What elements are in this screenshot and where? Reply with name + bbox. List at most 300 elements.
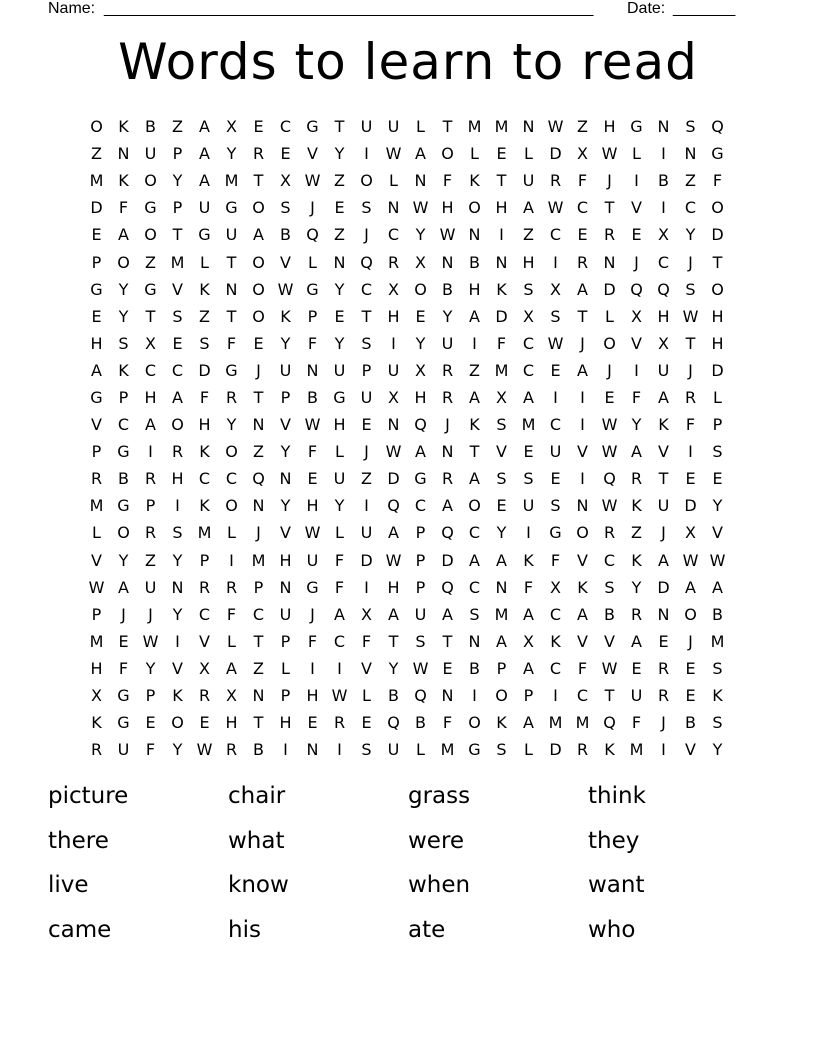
grid-letter: G xyxy=(117,686,130,706)
grid-letter: T xyxy=(604,686,615,706)
grid-letter: W xyxy=(331,686,348,706)
grid-letter: F xyxy=(361,631,372,651)
grid-letter: L xyxy=(308,252,317,272)
grid-letter: H xyxy=(414,387,427,407)
grid-letter: I xyxy=(499,225,504,245)
grid-letter: C xyxy=(549,604,562,624)
grid-letter: G xyxy=(630,117,643,137)
grid-letter: P xyxy=(280,631,291,651)
grid-letter: R xyxy=(225,577,238,597)
word-list-item: who xyxy=(588,916,636,943)
grid-letter: W xyxy=(304,523,321,543)
grid-letter: R xyxy=(684,387,697,407)
grid-letter: Z xyxy=(685,171,696,191)
grid-letter: S xyxy=(361,333,372,353)
grid-letter: W xyxy=(682,550,699,570)
grid-letter: R xyxy=(333,713,346,733)
grid-letter: S xyxy=(361,740,372,760)
grid-letter: B xyxy=(685,713,696,733)
grid-letter: V xyxy=(604,631,615,651)
grid-letter: P xyxy=(307,306,318,326)
grid-letter: K xyxy=(496,279,507,299)
grid-letter: H xyxy=(711,333,724,353)
grid-letter: T xyxy=(334,117,345,137)
grid-letter: C xyxy=(576,198,589,218)
grid-letter: E xyxy=(550,360,561,380)
grid-letter: J xyxy=(688,252,693,272)
grid-letter: G xyxy=(90,279,103,299)
grid-letter: N xyxy=(333,252,346,272)
grid-letter: G xyxy=(225,360,238,380)
grid-letter: W xyxy=(601,658,618,678)
grid-letter: G xyxy=(306,117,319,137)
grid-letter: V xyxy=(577,442,588,462)
grid-letter: F xyxy=(523,577,534,597)
grid-letter: W xyxy=(196,740,213,760)
grid-letter: V xyxy=(685,740,696,760)
grid-letter: K xyxy=(199,279,210,299)
grid-letter: J xyxy=(364,442,369,462)
grid-letter: T xyxy=(658,469,669,489)
grid-letter: O xyxy=(684,604,697,624)
grid-letter: K xyxy=(577,577,588,597)
grid-letter: E xyxy=(550,469,561,489)
grid-letter: O xyxy=(441,144,454,164)
grid-letter: I xyxy=(364,496,369,516)
word-list-item: live xyxy=(48,872,89,898)
grid-letter: R xyxy=(603,225,616,245)
grid-letter: S xyxy=(496,469,507,489)
word-list-item: picture xyxy=(48,783,129,809)
grid-letter: G xyxy=(90,387,103,407)
grid-letter: J xyxy=(607,360,612,380)
grid-letter: K xyxy=(496,713,507,733)
grid-letter: D xyxy=(549,144,562,164)
grid-letter: X xyxy=(496,387,507,407)
grid-letter: A xyxy=(712,577,723,597)
grid-letter: M xyxy=(170,252,185,272)
grid-letter: O xyxy=(576,523,589,543)
grid-letter: R xyxy=(657,686,670,706)
grid-letter: O xyxy=(171,713,184,733)
grid-letter: E xyxy=(145,713,156,733)
grid-letter: C xyxy=(684,198,697,218)
grid-letter: C xyxy=(333,631,346,651)
grid-letter: K xyxy=(523,550,534,570)
grid-letter: V xyxy=(91,415,102,435)
grid-letter: I xyxy=(553,252,558,272)
grid-letter: W xyxy=(601,442,618,462)
grid-letter: S xyxy=(712,658,723,678)
grid-letter: H xyxy=(279,550,292,570)
grid-letter: M xyxy=(494,117,509,137)
grid-letter: O xyxy=(468,713,481,733)
grid-letter: L xyxy=(632,144,641,164)
grid-letter: A xyxy=(442,496,453,516)
grid-letter: Y xyxy=(280,333,291,353)
grid-letter: F xyxy=(577,171,588,191)
grid-letter: I xyxy=(283,740,288,760)
grid-letter: G xyxy=(711,144,724,164)
grid-letter: Z xyxy=(91,144,102,164)
grid-letter: E xyxy=(442,658,453,678)
grid-letter: Y xyxy=(172,604,183,624)
grid-letter: V xyxy=(361,658,372,678)
grid-letter: I xyxy=(175,631,180,651)
grid-letter: K xyxy=(118,171,129,191)
word-list-item: there xyxy=(48,827,109,854)
grid-letter: H xyxy=(387,306,400,326)
grid-letter: S xyxy=(523,469,534,489)
grid-letter: P xyxy=(496,658,507,678)
grid-letter: F xyxy=(550,550,561,570)
grid-letter: X xyxy=(631,306,642,326)
grid-letter: K xyxy=(199,496,210,516)
grid-letter: F xyxy=(307,333,318,353)
grid-letter: R xyxy=(90,469,103,489)
grid-letter: I xyxy=(661,740,666,760)
grid-letter: U xyxy=(657,360,670,380)
grid-letter: V xyxy=(280,523,291,543)
grid-letter: A xyxy=(496,631,507,651)
grid-letter: R xyxy=(225,740,238,760)
grid-letter: U xyxy=(360,117,373,137)
grid-letter: L xyxy=(524,740,533,760)
grid-letter: X xyxy=(577,144,588,164)
grid-letter: D xyxy=(657,577,670,597)
word-list-item: grass xyxy=(408,783,471,809)
grid-letter: I xyxy=(634,360,639,380)
grid-letter: X xyxy=(658,225,669,245)
name-line: _______________________________________________________ xyxy=(104,0,594,17)
grid-letter: B xyxy=(658,171,669,191)
letter-grid xyxy=(83,113,731,763)
grid-letter: U xyxy=(225,225,238,245)
grid-letter: Q xyxy=(711,117,724,137)
grid-letter: X xyxy=(388,279,399,299)
grid-letter: A xyxy=(145,415,156,435)
grid-letter: Y xyxy=(226,144,237,164)
grid-letter: H xyxy=(144,387,157,407)
grid-letter: T xyxy=(604,198,615,218)
grid-letter: U xyxy=(441,333,454,353)
word-list-item: when xyxy=(408,872,471,898)
grid-letter: Q xyxy=(630,279,643,299)
grid-letter: O xyxy=(117,252,130,272)
grid-letter: U xyxy=(117,740,130,760)
grid-letter: A xyxy=(415,442,426,462)
grid-letter: Y xyxy=(685,225,696,245)
grid-letter: O xyxy=(225,496,238,516)
grid-letter: Y xyxy=(172,171,183,191)
grid-letter: E xyxy=(91,225,102,245)
grid-letter: O xyxy=(90,117,103,137)
grid-letter: A xyxy=(496,550,507,570)
grid-letter: J xyxy=(661,713,666,733)
grid-letter: F xyxy=(334,577,345,597)
grid-letter: V xyxy=(199,631,210,651)
grid-letter: R xyxy=(549,171,562,191)
grid-letter: Y xyxy=(118,306,129,326)
grid-letter: M xyxy=(89,631,104,651)
grid-letter: Y xyxy=(631,415,642,435)
grid-letter: O xyxy=(252,306,265,326)
grid-letter: Y xyxy=(118,279,129,299)
grid-letter: A xyxy=(199,144,210,164)
grid-letter: R xyxy=(576,252,589,272)
grid-letter: F xyxy=(307,442,318,462)
grid-letter: A xyxy=(199,117,210,137)
grid-letter: Q xyxy=(441,523,454,543)
grid-letter: S xyxy=(685,279,696,299)
grid-letter: C xyxy=(657,252,670,272)
grid-letter: F xyxy=(199,387,210,407)
grid-letter: K xyxy=(172,686,183,706)
grid-letter: O xyxy=(711,198,724,218)
grid-letter: A xyxy=(523,198,534,218)
grid-letter: L xyxy=(200,252,209,272)
grid-letter: A xyxy=(469,469,480,489)
grid-letter: A xyxy=(658,387,669,407)
grid-letter: F xyxy=(577,658,588,678)
grid-letter: S xyxy=(415,631,426,651)
grid-letter: E xyxy=(118,631,129,651)
grid-letter: Y xyxy=(172,740,183,760)
grid-letter: L xyxy=(524,144,533,164)
grid-letter: I xyxy=(148,442,153,462)
grid-letter: D xyxy=(360,550,373,570)
grid-letter: D xyxy=(90,198,103,218)
grid-letter: X xyxy=(685,523,696,543)
grid-letter: U xyxy=(360,387,373,407)
grid-letter: G xyxy=(333,387,346,407)
grid-letter: L xyxy=(389,171,398,191)
word-list-item: came xyxy=(48,916,112,943)
grid-letter: Z xyxy=(334,171,345,191)
grid-letter: A xyxy=(118,577,129,597)
grid-letter: D xyxy=(387,469,400,489)
grid-letter: W xyxy=(547,333,564,353)
grid-letter: T xyxy=(685,333,696,353)
grid-letter: N xyxy=(684,144,697,164)
grid-letter: I xyxy=(337,658,342,678)
grid-letter: U xyxy=(657,496,670,516)
grid-letter: A xyxy=(577,360,588,380)
grid-letter: H xyxy=(279,713,292,733)
grid-letter: A xyxy=(685,577,696,597)
grid-letter: U xyxy=(279,604,292,624)
grid-letter: N xyxy=(522,117,535,137)
grid-letter: L xyxy=(605,306,614,326)
grid-letter: Z xyxy=(145,550,156,570)
grid-letter: J xyxy=(688,631,693,651)
grid-letter: W xyxy=(709,550,726,570)
grid-letter: C xyxy=(198,604,211,624)
grid-letter: Z xyxy=(253,658,264,678)
grid-letter: I xyxy=(661,144,666,164)
grid-letter: V xyxy=(577,550,588,570)
grid-letter: Y xyxy=(145,658,156,678)
grid-letter: A xyxy=(577,279,588,299)
grid-letter: Q xyxy=(387,713,400,733)
grid-letter: J xyxy=(121,604,126,624)
grid-letter: N xyxy=(414,171,427,191)
grid-letter: T xyxy=(253,171,264,191)
grid-letter: U xyxy=(198,198,211,218)
grid-letter: H xyxy=(198,415,211,435)
grid-letter: R xyxy=(198,577,211,597)
grid-letter: Y xyxy=(334,496,345,516)
grid-letter: F xyxy=(631,387,642,407)
grid-letter: H xyxy=(225,713,238,733)
grid-letter: G xyxy=(306,577,319,597)
grid-letter: I xyxy=(688,442,693,462)
grid-letter: U xyxy=(549,442,562,462)
grid-letter: W xyxy=(385,442,402,462)
grid-letter: I xyxy=(526,523,531,543)
grid-letter: L xyxy=(362,686,371,706)
grid-letter: N xyxy=(117,144,130,164)
grid-letter: E xyxy=(307,713,318,733)
grid-letter: R xyxy=(441,387,454,407)
grid-letter: E xyxy=(172,333,183,353)
grid-letter: E xyxy=(631,225,642,245)
grid-letter: U xyxy=(144,577,157,597)
grid-letter: B xyxy=(442,279,453,299)
grid-letter: Z xyxy=(253,442,264,462)
grid-letter: B xyxy=(253,740,264,760)
grid-letter: M xyxy=(710,631,725,651)
grid-letter: I xyxy=(634,171,639,191)
grid-letter: F xyxy=(118,198,129,218)
grid-letter: X xyxy=(550,279,561,299)
grid-letter: X xyxy=(361,604,372,624)
grid-letter: E xyxy=(253,333,264,353)
grid-letter: O xyxy=(711,279,724,299)
word-list-item: what xyxy=(228,827,285,854)
grid-letter: N xyxy=(495,252,508,272)
grid-letter: Z xyxy=(361,469,372,489)
grid-letter: Q xyxy=(603,713,616,733)
grid-letter: N xyxy=(441,252,454,272)
grid-letter: G xyxy=(198,225,211,245)
grid-letter: T xyxy=(442,631,453,651)
grid-letter: M xyxy=(629,740,644,760)
grid-letter: F xyxy=(442,713,453,733)
grid-letter: C xyxy=(549,415,562,435)
grid-letter: B xyxy=(307,387,318,407)
grid-letter: Q xyxy=(387,496,400,516)
grid-letter: J xyxy=(445,415,450,435)
grid-letter: F xyxy=(631,713,642,733)
word-list-item: they xyxy=(588,827,640,854)
grid-letter: X xyxy=(550,577,561,597)
grid-letter: I xyxy=(472,686,477,706)
grid-letter: K xyxy=(91,713,102,733)
grid-letter: T xyxy=(145,306,156,326)
grid-letter: Y xyxy=(415,333,426,353)
grid-letter: E xyxy=(496,496,507,516)
grid-letter: X xyxy=(523,306,534,326)
grid-letter: M xyxy=(494,604,509,624)
grid-letter: R xyxy=(576,740,589,760)
grid-letter: L xyxy=(713,387,722,407)
word-list-item: his xyxy=(228,916,261,943)
grid-letter: H xyxy=(711,306,724,326)
grid-letter: A xyxy=(523,604,534,624)
grid-letter: K xyxy=(469,415,480,435)
grid-letter: G xyxy=(468,740,481,760)
grid-letter: C xyxy=(117,415,130,435)
grid-letter: F xyxy=(496,333,507,353)
grid-letter: N xyxy=(225,279,238,299)
word-list-item: ate xyxy=(408,916,446,943)
grid-letter: J xyxy=(364,225,369,245)
grid-letter: P xyxy=(280,387,291,407)
grid-letter: B xyxy=(280,225,291,245)
grid-letter: X xyxy=(199,658,210,678)
grid-letter: O xyxy=(225,442,238,462)
grid-letter: H xyxy=(90,658,103,678)
grid-letter: C xyxy=(522,333,535,353)
grid-letter: A xyxy=(469,550,480,570)
date-line: _______ xyxy=(673,0,736,17)
grid-letter: C xyxy=(279,117,292,137)
grid-letter: D xyxy=(198,360,211,380)
grid-letter: P xyxy=(280,686,291,706)
grid-letter: Q xyxy=(360,252,373,272)
grid-letter: P xyxy=(145,496,156,516)
grid-letter: E xyxy=(577,225,588,245)
date-label: Date: xyxy=(627,0,666,17)
grid-letter: U xyxy=(333,469,346,489)
grid-letter: R xyxy=(90,740,103,760)
grid-letter: I xyxy=(310,658,315,678)
grid-letter: E xyxy=(199,713,210,733)
grid-letter: V xyxy=(172,279,183,299)
grid-letter: J xyxy=(607,171,612,191)
grid-letter: F xyxy=(145,740,156,760)
grid-letter: W xyxy=(304,171,321,191)
grid-letter: I xyxy=(661,198,666,218)
grid-letter: U xyxy=(279,360,292,380)
grid-letter: Y xyxy=(334,144,345,164)
grid-letter: E xyxy=(604,387,615,407)
grid-letter: R xyxy=(144,469,157,489)
grid-letter: G xyxy=(414,469,427,489)
word-list-item: were xyxy=(408,827,465,854)
grid-letter: I xyxy=(364,144,369,164)
grid-letter: D xyxy=(711,360,724,380)
grid-letter: T xyxy=(388,631,399,651)
grid-letter: M xyxy=(440,740,455,760)
grid-letter: E xyxy=(280,144,291,164)
grid-letter: S xyxy=(685,117,696,137)
grid-letter: V xyxy=(577,631,588,651)
grid-letter: W xyxy=(385,550,402,570)
grid-letter: R xyxy=(144,523,157,543)
grid-letter: L xyxy=(92,523,101,543)
grid-letter: Q xyxy=(603,469,616,489)
grid-letter: F xyxy=(334,550,345,570)
grid-letter: W xyxy=(142,631,159,651)
grid-letter: T xyxy=(361,306,372,326)
grid-letter: J xyxy=(310,604,315,624)
grid-letter: S xyxy=(712,442,723,462)
grid-letter: Y xyxy=(712,740,723,760)
grid-letter: E xyxy=(658,631,669,651)
grid-letter: U xyxy=(387,117,400,137)
